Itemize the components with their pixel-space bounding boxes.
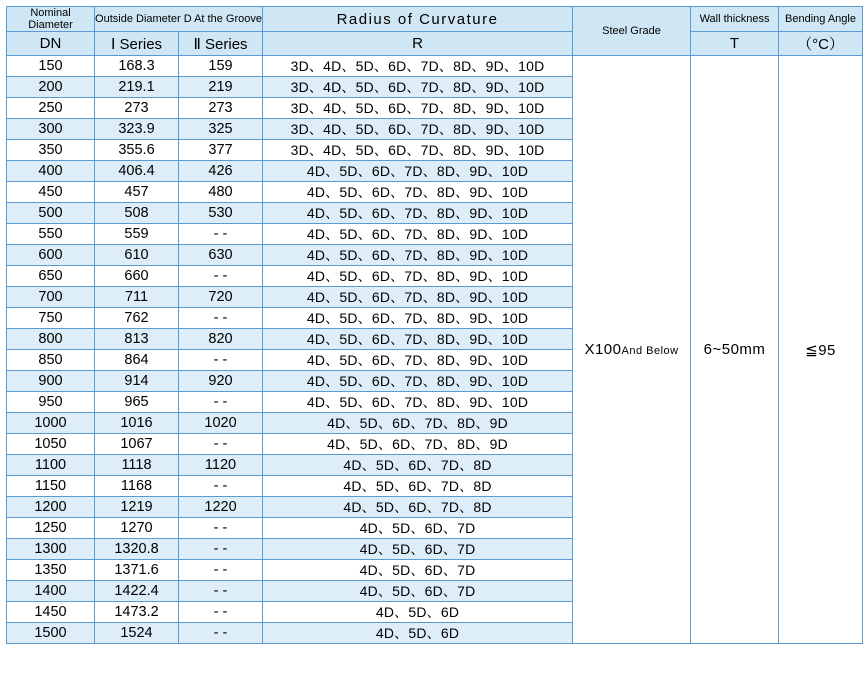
cell-radius: 4D、5D、6D、7D、8D、9D、10D	[263, 329, 573, 350]
steel-grade-suffix: And Below	[621, 345, 679, 357]
cell-i-series: 965	[95, 392, 179, 413]
header-row-1	[7, 7, 863, 32]
cell-i-series: 914	[95, 371, 179, 392]
cell-dn: 350	[7, 140, 95, 161]
cell-ii-series: 377	[179, 140, 263, 161]
cell-radius: 4D、5D、6D、7D、8D、9D、10D	[263, 203, 573, 224]
cell-ii-series: 480	[179, 182, 263, 203]
cell-radius: 4D、5D、6D、7D	[263, 560, 573, 581]
cell-steel-grade	[573, 56, 691, 644]
cell-radius: 3D、4D、5D、6D、7D、8D、9D、10D	[263, 98, 573, 119]
cell-i-series: 355.6	[95, 140, 179, 161]
cell-dn: 1250	[7, 518, 95, 539]
cell-radius: 4D、5D、6D、7D、8D、9D、10D	[263, 182, 573, 203]
header-bending-angle: Bending Angle	[779, 7, 863, 32]
cell-radius: 4D、5D、6D	[263, 602, 573, 623]
header-dn: DN	[7, 32, 95, 56]
cell-i-series: 1473.2	[95, 602, 179, 623]
table-row	[7, 56, 863, 77]
cell-dn: 1200	[7, 497, 95, 518]
cell-i-series: 1016	[95, 413, 179, 434]
cell-radius: 4D、5D、6D、7D、8D	[263, 497, 573, 518]
cell-i-series: 864	[95, 350, 179, 371]
cell-dn: 1350	[7, 560, 95, 581]
cell-i-series: 1118	[95, 455, 179, 476]
cell-ii-series: 1020	[179, 413, 263, 434]
cell-i-series: 273	[95, 98, 179, 119]
cell-radius: 4D、5D、6D、7D	[263, 518, 573, 539]
cell-dn: 1400	[7, 581, 95, 602]
cell-dn: 650	[7, 266, 95, 287]
cell-ii-series: 273	[179, 98, 263, 119]
cell-bending-angle: ≦95	[779, 56, 863, 644]
cell-radius: 4D、5D、6D、7D	[263, 539, 573, 560]
cell-i-series: 610	[95, 245, 179, 266]
cell-ii-series: 1120	[179, 455, 263, 476]
cell-ii-series: 219	[179, 77, 263, 98]
cell-i-series: 559	[95, 224, 179, 245]
cell-dn: 750	[7, 308, 95, 329]
cell-dn: 900	[7, 371, 95, 392]
cell-ii-series: 325	[179, 119, 263, 140]
cell-dn: 800	[7, 329, 95, 350]
cell-i-series: 1270	[95, 518, 179, 539]
cell-i-series: 168.3	[95, 56, 179, 77]
cell-radius: 4D、5D、6D、7D、8D、9D、10D	[263, 224, 573, 245]
cell-ii-series: - -	[179, 581, 263, 602]
cell-ii-series: - -	[179, 476, 263, 497]
cell-i-series: 1219	[95, 497, 179, 518]
cell-dn: 500	[7, 203, 95, 224]
header-angle-unit: （°C）	[779, 32, 863, 56]
header-row-2	[7, 32, 863, 56]
cell-ii-series: 630	[179, 245, 263, 266]
cell-i-series: 508	[95, 203, 179, 224]
header-radius-of-curvature: Radius of Curvature	[263, 7, 573, 32]
cell-i-series: 1371.6	[95, 560, 179, 581]
cell-radius: 4D、5D、6D、7D、8D、9D、10D	[263, 245, 573, 266]
cell-dn: 300	[7, 119, 95, 140]
cell-radius: 4D、5D、6D、7D、8D、9D、10D	[263, 308, 573, 329]
cell-radius: 4D、5D、6D、7D、8D、9D、10D	[263, 371, 573, 392]
cell-ii-series: - -	[179, 434, 263, 455]
cell-i-series: 660	[95, 266, 179, 287]
cell-dn: 1150	[7, 476, 95, 497]
header-wall-thickness: Wall thickness	[691, 7, 779, 32]
header-steel-grade: Steel Grade	[573, 7, 691, 56]
table-body	[7, 56, 863, 644]
cell-ii-series: 720	[179, 287, 263, 308]
cell-dn: 550	[7, 224, 95, 245]
cell-dn: 1500	[7, 623, 95, 644]
cell-radius: 4D、5D、6D、7D、8D、9D、10D	[263, 350, 573, 371]
cell-ii-series: - -	[179, 560, 263, 581]
cell-dn: 450	[7, 182, 95, 203]
cell-i-series: 1422.4	[95, 581, 179, 602]
cell-dn: 200	[7, 77, 95, 98]
cell-ii-series: - -	[179, 602, 263, 623]
cell-ii-series: 920	[179, 371, 263, 392]
cell-ii-series: - -	[179, 623, 263, 644]
cell-dn: 1050	[7, 434, 95, 455]
cell-dn: 1100	[7, 455, 95, 476]
cell-ii-series: - -	[179, 392, 263, 413]
header-ii-series: Ⅱ Series	[179, 32, 263, 56]
header-outside-diameter: Outside Diameter D At the Groove	[95, 7, 263, 32]
cell-dn: 850	[7, 350, 95, 371]
cell-radius: 4D、5D、6D、7D、8D	[263, 476, 573, 497]
cell-radius: 4D、5D、6D、7D、8D、9D、10D	[263, 266, 573, 287]
header-i-series: Ⅰ Series	[95, 32, 179, 56]
cell-dn: 1000	[7, 413, 95, 434]
cell-radius: 4D、5D、6D、7D、8D、9D、10D	[263, 392, 573, 413]
header-t: T	[691, 32, 779, 56]
cell-radius: 4D、5D、6D、7D	[263, 581, 573, 602]
cell-ii-series: - -	[179, 266, 263, 287]
cell-ii-series: 820	[179, 329, 263, 350]
cell-radius: 3D、4D、5D、6D、7D、8D、9D、10D	[263, 140, 573, 161]
cell-radius: 4D、5D、6D、7D、8D、9D、10D	[263, 161, 573, 182]
cell-ii-series: - -	[179, 518, 263, 539]
cell-dn: 950	[7, 392, 95, 413]
cell-wall-thickness: 6~50mm	[691, 56, 779, 644]
cell-i-series: 1320.8	[95, 539, 179, 560]
cell-i-series: 323.9	[95, 119, 179, 140]
cell-radius: 4D、5D、6D	[263, 623, 573, 644]
cell-ii-series: 530	[179, 203, 263, 224]
cell-dn: 250	[7, 98, 95, 119]
cell-i-series: 711	[95, 287, 179, 308]
cell-ii-series: - -	[179, 539, 263, 560]
cell-radius: 4D、5D、6D、7D、8D	[263, 455, 573, 476]
cell-i-series: 762	[95, 308, 179, 329]
header-r: R	[263, 32, 573, 56]
cell-i-series: 1168	[95, 476, 179, 497]
table-header	[7, 7, 863, 56]
cell-ii-series: - -	[179, 308, 263, 329]
cell-ii-series: - -	[179, 350, 263, 371]
cell-dn: 600	[7, 245, 95, 266]
cell-radius: 3D、4D、5D、6D、7D、8D、9D、10D	[263, 119, 573, 140]
cell-radius: 4D、5D、6D、7D、8D、9D、10D	[263, 287, 573, 308]
cell-dn: 1300	[7, 539, 95, 560]
cell-i-series: 406.4	[95, 161, 179, 182]
cell-i-series: 457	[95, 182, 179, 203]
cell-dn: 700	[7, 287, 95, 308]
cell-radius: 3D、4D、5D、6D、7D、8D、9D、10D	[263, 77, 573, 98]
cell-dn: 400	[7, 161, 95, 182]
cell-ii-series: 159	[179, 56, 263, 77]
header-nominal-diameter: Nominal Diameter	[7, 7, 95, 32]
cell-radius: 4D、5D、6D、7D、8D、9D	[263, 434, 573, 455]
steel-grade-value: X100	[584, 341, 622, 358]
cell-dn: 1450	[7, 602, 95, 623]
cell-dn: 150	[7, 56, 95, 77]
cell-i-series: 219.1	[95, 77, 179, 98]
cell-i-series: 1067	[95, 434, 179, 455]
cell-ii-series: 426	[179, 161, 263, 182]
cell-i-series: 1524	[95, 623, 179, 644]
cell-radius: 4D、5D、6D、7D、8D、9D	[263, 413, 573, 434]
cell-ii-series: 1220	[179, 497, 263, 518]
pipe-bend-spec-table	[6, 6, 863, 644]
cell-radius: 3D、4D、5D、6D、7D、8D、9D、10D	[263, 56, 573, 77]
cell-i-series: 813	[95, 329, 179, 350]
cell-ii-series: - -	[179, 224, 263, 245]
